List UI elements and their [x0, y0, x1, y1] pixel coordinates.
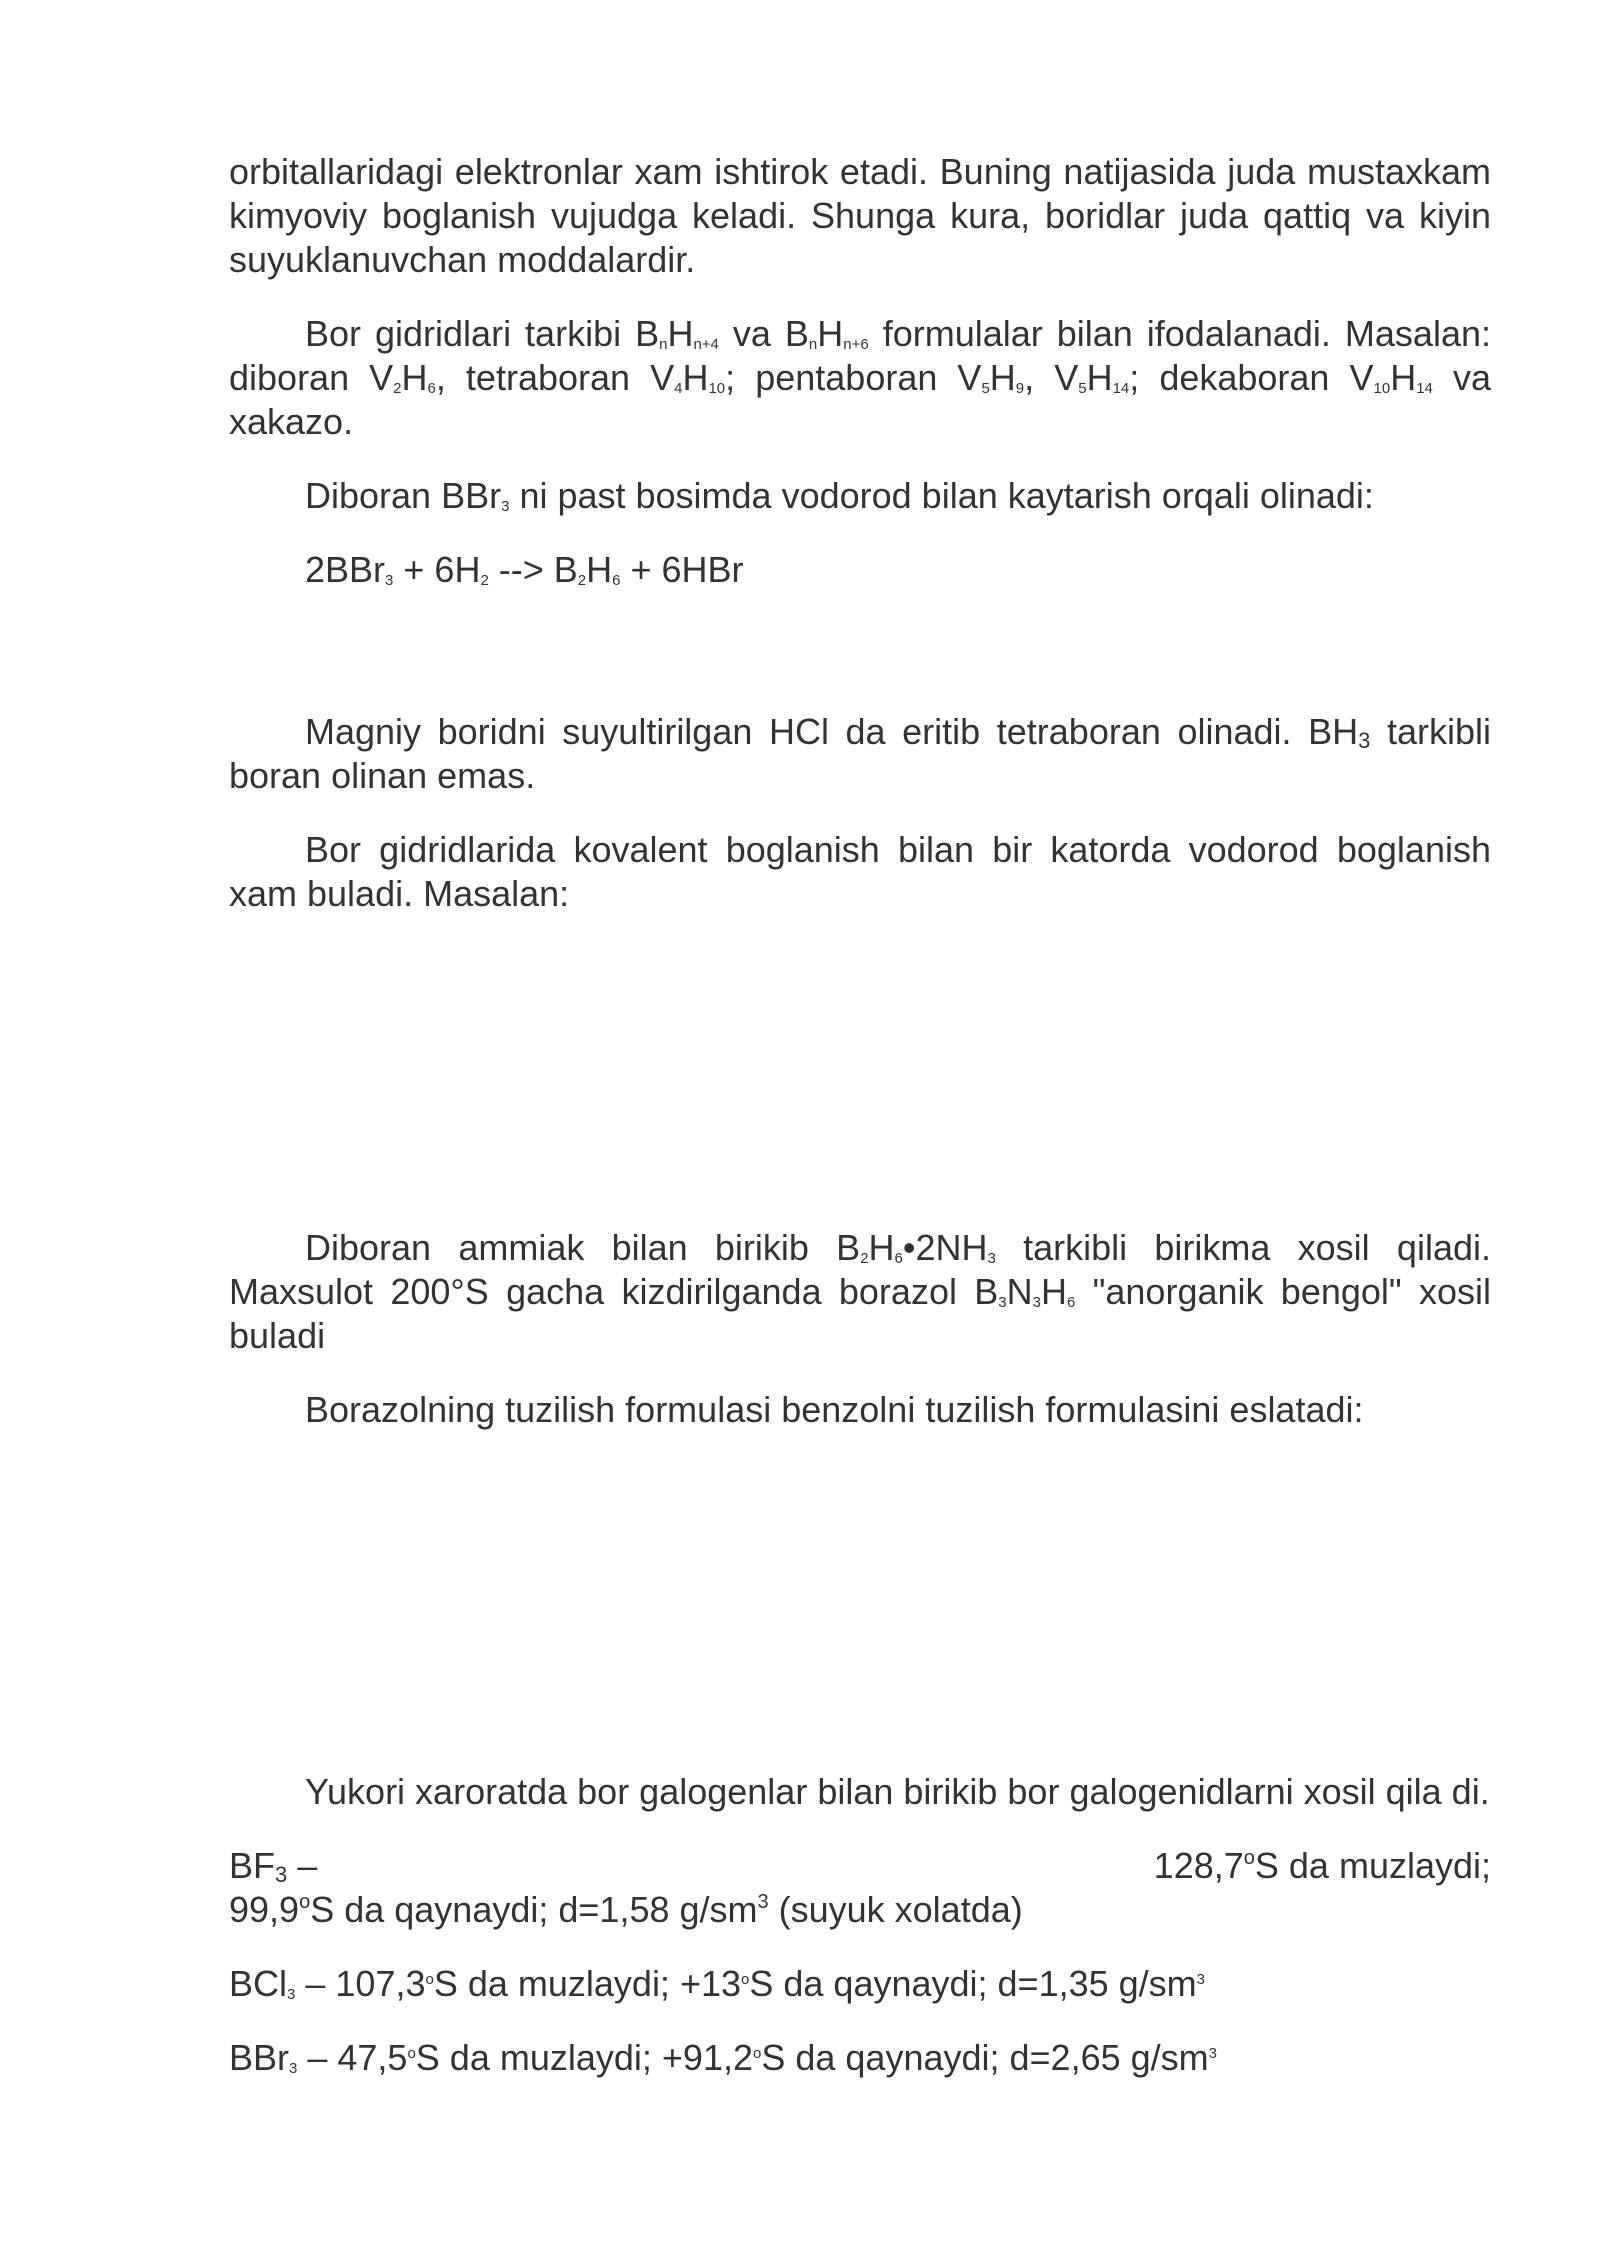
- figure-placeholder-borazol-structure: [229, 1432, 1491, 1770]
- subscript: 3: [998, 1294, 1007, 1311]
- subscript: 2: [480, 572, 489, 589]
- bcl3-entry: [229, 1962, 1491, 2006]
- superscript: o: [1243, 1847, 1255, 1869]
- text-run: H: [1086, 357, 1113, 398]
- subscript: 5: [1078, 380, 1087, 397]
- text-run: Diboran BBr: [305, 475, 502, 516]
- subscript: n: [659, 336, 668, 353]
- text-run: formulalar bilan ifodalanadi. Masalan: diboran V: [229, 313, 1491, 398]
- text-run: •2NH: [902, 1227, 988, 1268]
- superscript: o: [299, 1891, 311, 1913]
- paragraph-text: Bor gidridlarida kovalent boglanish bilan bir katorda vodorod boglanish xam buladi. Masalan:: [229, 829, 1491, 914]
- text-run: H: [1390, 357, 1417, 398]
- paragraph-diboran-preparation: [229, 474, 1491, 518]
- text-run: (suyuk xolatda): [768, 1889, 1023, 1930]
- subscript: 2: [860, 1250, 869, 1267]
- subscript: 14: [1112, 380, 1130, 397]
- superscript: o: [425, 1971, 434, 1988]
- paragraph-tetraboran: [229, 710, 1491, 798]
- text-run: S da qaynaydi; d=1,58 g/sm: [310, 1889, 758, 1930]
- text-run: N: [1006, 1271, 1033, 1312]
- paragraph-borides: [229, 150, 1491, 282]
- subscript: 14: [1416, 380, 1433, 397]
- text-run: 128,7: [1153, 1845, 1244, 1886]
- subscript: 6: [1066, 1294, 1076, 1311]
- text-run: va xakazo.: [229, 357, 1491, 442]
- text-run: S da qaynaydi; d=1,35 g/sm: [749, 1963, 1197, 2004]
- subscript: 3: [385, 572, 394, 589]
- text-run: tarkibli boran olinan emas.: [229, 711, 1491, 796]
- text-run: ; dekaboran V: [1129, 357, 1374, 398]
- bf3-line-1: [229, 1844, 1491, 1888]
- bf3-formula: [229, 1844, 317, 1888]
- bf3-melting: [1154, 1844, 1491, 1888]
- text-run: ni past bosimda vodorod bilan kaytarish orqali olinadi:: [509, 475, 1374, 516]
- subscript: 3: [1032, 1294, 1041, 1311]
- subscript: n: [808, 336, 818, 353]
- document-page: [229, 150, 1491, 2080]
- text-run: H: [817, 313, 844, 354]
- text-run: H: [667, 313, 694, 354]
- text-run: , V: [1024, 357, 1079, 398]
- text-run: va B: [718, 313, 809, 354]
- text-run: BF: [229, 1845, 276, 1886]
- text-run: H: [401, 357, 428, 398]
- superscript: o: [407, 2045, 416, 2062]
- text-run: Diboran ammiak bilan birikib B: [305, 1227, 861, 1268]
- text-run: 99,9: [229, 1889, 300, 1930]
- text-run: Bor gidridlari tarkibi B: [305, 313, 660, 354]
- text-run: S da muzlaydi; +13: [433, 1963, 742, 2004]
- text-run: –: [287, 1845, 318, 1886]
- bbr3-entry: [229, 2036, 1491, 2080]
- superscript: 3: [757, 1891, 769, 1913]
- text-run: H: [682, 357, 709, 398]
- paragraph-text: Yukori xaroratda bor galogenlar bilan birikib bor galogenidlarni xosil qila di.: [305, 1771, 1490, 1812]
- text-run: "anorganik bengol" xosil buladi: [229, 1271, 1491, 1356]
- subscript: 2: [393, 380, 402, 397]
- subscript: 3: [501, 498, 510, 515]
- subscript: 10: [708, 380, 726, 397]
- subscript: 5: [981, 380, 990, 397]
- text-run: H: [868, 1227, 895, 1268]
- paragraph-hydrogen-bond: [229, 828, 1491, 916]
- equation-diboran: [229, 548, 1491, 592]
- subscript: 3: [987, 1250, 996, 1267]
- text-run: + 6HBr: [620, 549, 744, 590]
- subscript: 6: [427, 380, 436, 397]
- subscript: 2: [577, 572, 587, 589]
- superscript: 3: [1208, 2045, 1217, 2062]
- subscript: 10: [1373, 380, 1391, 397]
- bf3-entry: [229, 1844, 1491, 1932]
- text-run: , tetraboran V: [435, 357, 675, 398]
- text-run: BBr: [229, 2037, 290, 2078]
- paragraph-ammonia-adduct: [229, 1226, 1491, 1358]
- text-run: --> B: [488, 549, 578, 590]
- paragraph-borazol-formula: [229, 1388, 1491, 1432]
- text-run: ; pentaboran V: [725, 357, 982, 398]
- paragraph-halides: [229, 1770, 1491, 1814]
- subscript: 3: [289, 2060, 298, 2077]
- text-run: H: [586, 549, 613, 590]
- subscript: 3: [275, 1862, 288, 1887]
- superscript: o: [753, 2045, 762, 2062]
- text-run: – 107,3: [295, 1963, 426, 2004]
- text-run: H: [989, 357, 1016, 398]
- text-run: Magniy boridni suyultirilgan HCl da eritib tetraboran olinadi. BH: [305, 711, 1359, 752]
- text-run: S da qaynaydi; d=2,65 g/sm: [761, 2037, 1209, 2078]
- text-run: – 47,5: [297, 2037, 408, 2078]
- subscript: 3: [287, 1986, 296, 2003]
- subscript: 4: [674, 380, 683, 397]
- paragraph-text: orbitallaridagi elektronlar xam ishtirok etadi. Buning natijasida juda mustaxkam kimyoviy boglanish vujudga keladi. Shunga kura, boridlar juda qattiq va kiyin suyuklanuvchan moddalardir.: [229, 151, 1491, 280]
- figure-placeholder-diboran-structure: [229, 916, 1491, 1226]
- text-run: tarkibli birikma xosil qiladi. Maxsulot 200°S gacha kizdirilganda borazol B: [229, 1227, 1491, 1312]
- subscript: 6: [894, 1250, 903, 1267]
- text-run: S da muzlaydi; +91,2: [415, 2037, 753, 2078]
- subscript: 6: [612, 572, 621, 589]
- superscript: o: [741, 1971, 750, 1988]
- text-run: BCl: [229, 1963, 288, 2004]
- subscript: 3: [1358, 728, 1371, 753]
- subscript: n+6: [843, 336, 869, 353]
- text-run: + 6H: [393, 549, 481, 590]
- paragraph-text: Borazolning tuzilish formulasi benzolni tuzilish formulasini eslatadi:: [305, 1389, 1364, 1430]
- subscript: 9: [1015, 380, 1025, 397]
- text-run: H: [1040, 1271, 1067, 1312]
- paragraph-boron-hydrides: [229, 312, 1491, 444]
- subscript: n+4: [693, 336, 719, 353]
- text-run: 2BBr: [305, 549, 386, 590]
- bf3-line-2: [229, 1888, 1491, 1932]
- text-run: S da muzlaydi;: [1254, 1845, 1491, 1886]
- superscript: 3: [1196, 1971, 1205, 1988]
